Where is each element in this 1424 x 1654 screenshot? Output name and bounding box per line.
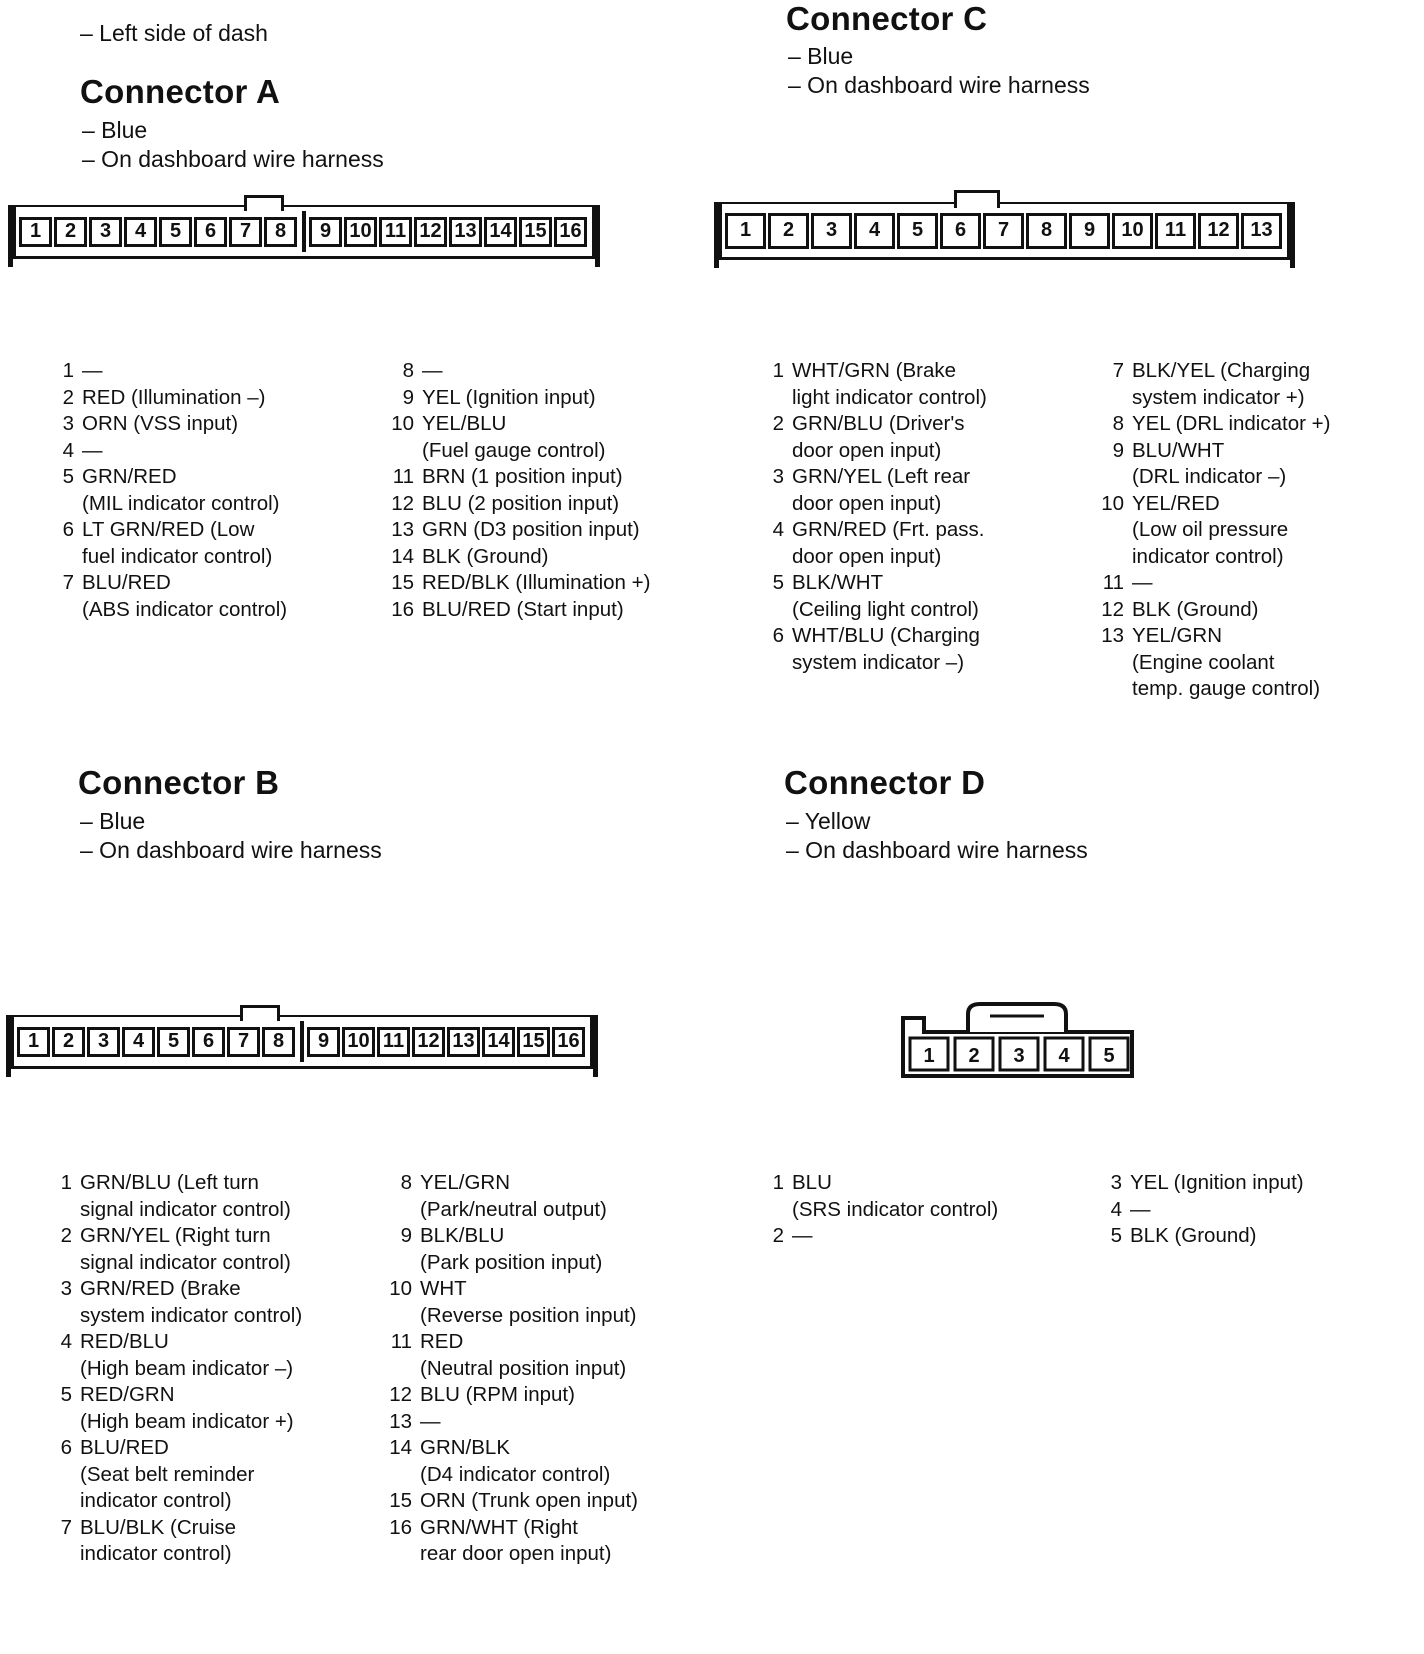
connector-c-notes	[788, 42, 1090, 100]
pin-description: YEL/BLU (Fuel gauge control)	[422, 412, 606, 462]
pin-number: 4	[1110, 1197, 1122, 1221]
connector-b-pin-9-entry	[384, 1223, 638, 1276]
connector-a-diagram	[8, 205, 600, 267]
pin-number: 2	[62, 385, 74, 409]
connector-b-title: Connector B	[78, 764, 280, 801]
connector-a-pin-2-entry	[46, 385, 287, 412]
pin-number: 10	[389, 1277, 412, 1300]
pin-description: BRN (1 position input)	[422, 465, 623, 488]
pin-number: 3	[772, 465, 784, 488]
connector-d-location: – On dashboard wire harness	[786, 837, 1088, 863]
connector-b-divider	[300, 1021, 304, 1062]
pin-description: BLK (Ground)	[422, 544, 549, 568]
pin-description: YEL/GRN (Engine coolant temp. gauge control)	[1132, 624, 1321, 700]
connector-d-color: – Yellow	[786, 808, 871, 834]
connector-a-pin-12-entry	[386, 491, 650, 518]
location-note: – Left side of dash	[80, 20, 268, 46]
connector-c-lock-tab	[954, 190, 1000, 208]
connector-a-title: Connector A	[80, 73, 281, 110]
connector-d-latch	[968, 1004, 1066, 1032]
pin-description: GRN/RED (Brake system indicator control)	[80, 1277, 303, 1327]
pin-description: LT GRN/RED (Low fuel indicator control)	[82, 518, 273, 568]
pin-number: 5	[60, 1383, 72, 1406]
pin-number: 6	[60, 1436, 72, 1459]
connector-b-pin-16: 16	[552, 1027, 585, 1057]
connector-c-pin-12: 12	[1198, 213, 1239, 249]
connector-c-location: – On dashboard wire harness	[788, 72, 1090, 98]
pin-number: 15	[389, 1489, 412, 1512]
connector-a-pin-2: 2	[54, 217, 87, 247]
pin-number: 15	[391, 571, 414, 594]
connector-a-lock-tab	[244, 195, 284, 211]
connector-b-housing	[11, 1015, 593, 1069]
connector-c-pin-5-entry	[756, 570, 987, 623]
connector-d-diagram	[900, 1000, 1136, 1080]
connector-c-pinlist-left	[756, 358, 987, 676]
pin-description: BLU/RED (Seat belt reminder indicator control)	[80, 1436, 255, 1512]
connector-b-pin-15-entry	[384, 1488, 638, 1515]
pin-description: GRN/RED (Frt. pass. door open input)	[792, 518, 985, 568]
pin-description: YEL/RED (Low oil pressure indicator control)	[1132, 491, 1289, 568]
connector-a-notes	[82, 116, 384, 174]
connector-a-housing	[13, 205, 595, 259]
connector-c-pin-9: 9	[1069, 213, 1110, 249]
connector-b-lock-tab	[240, 1005, 280, 1021]
pin-description: WHT/GRN (Brake light indicator control)	[792, 359, 987, 409]
connector-c-pin-9-entry	[1096, 438, 1330, 491]
connector-d-pinlist-right	[1094, 1170, 1304, 1250]
connector-b-pin-2: 2	[52, 1027, 85, 1057]
pin-number: 9	[400, 1224, 412, 1247]
pin-description: WHT/BLU (Charging system indicator –)	[792, 624, 980, 674]
connector-b-pin-13: 13	[447, 1027, 480, 1057]
pin-number: 1	[772, 359, 784, 382]
connector-b-pin-1-entry	[44, 1170, 302, 1223]
pin-description: BLU/RED (ABS indicator control)	[82, 571, 288, 621]
pin-description: —	[1130, 1197, 1151, 1221]
connector-c-endcap-right	[1290, 202, 1295, 268]
pin-number: 8	[400, 1171, 412, 1194]
connector-b-pin-5: 5	[157, 1027, 190, 1057]
connector-a-pin-3: 3	[89, 217, 122, 247]
connector-a-pin-14: 14	[484, 217, 517, 247]
pin-number: 12	[1101, 597, 1124, 621]
connector-d-pin-5: 5	[1103, 1045, 1115, 1067]
connector-a-pin-8: 8	[264, 217, 297, 247]
pin-number: 13	[389, 1409, 412, 1433]
connector-c-pin-2: 2	[768, 213, 809, 249]
connector-b-pin-7: 7	[227, 1027, 260, 1057]
pin-description: GRN/WHT (Right rear door open input)	[420, 1515, 612, 1565]
pin-description: YEL/GRN (Park/neutral output)	[420, 1171, 607, 1221]
connector-c-pin-10: 10	[1112, 213, 1153, 249]
connector-b-pin-11: 11	[377, 1027, 410, 1057]
connector-b-pin-12-entry	[384, 1382, 638, 1409]
pin-number: 14	[389, 1436, 412, 1459]
connector-b-pin-3: 3	[87, 1027, 120, 1057]
connector-b-pin-10: 10	[342, 1027, 375, 1057]
connector-c-pin-3: 3	[811, 213, 852, 249]
pin-description: RED (Illumination –)	[82, 385, 266, 409]
connector-c-pin-13-entry	[1096, 623, 1330, 703]
pin-description: WHT (Reverse position input)	[420, 1277, 637, 1327]
pin-description: BLU (2 position input)	[422, 491, 620, 515]
pin-number: 3	[1110, 1171, 1122, 1194]
connector-c-pin-1: 1	[725, 213, 766, 249]
connector-a-pinlist-right	[386, 358, 650, 623]
connector-a-pin-4: 4	[124, 217, 157, 247]
pin-number: 4	[772, 518, 784, 541]
pin-number: 10	[1101, 491, 1124, 515]
connector-c-title: Connector C	[786, 0, 988, 37]
pin-number: 2	[60, 1224, 72, 1247]
pin-number: 10	[391, 412, 414, 435]
pin-description: BLK/WHT (Ceiling light control)	[792, 571, 979, 621]
connector-a-pin-11: 11	[379, 217, 412, 247]
pin-number: 8	[402, 359, 414, 382]
pin-description: BLU/BLK (Cruise indicator control)	[80, 1515, 237, 1565]
connector-b-diagram	[6, 1015, 598, 1077]
connector-b-pin-4: 4	[122, 1027, 155, 1057]
connector-c-housing	[719, 202, 1290, 260]
connector-a-divider	[302, 211, 306, 252]
pin-description: YEL (Ignition input)	[422, 385, 596, 409]
connector-a-pin-10-entry	[386, 411, 650, 464]
connector-c-pin-8: 8	[1026, 213, 1067, 249]
connector-a-pin-12: 12	[414, 217, 447, 247]
pin-description: GRN/BLK (D4 indicator control)	[420, 1436, 611, 1486]
connector-b-pin-9: 9	[307, 1027, 340, 1057]
pin-number: 4	[60, 1330, 72, 1353]
connector-d-pin-1: 1	[923, 1045, 935, 1067]
connector-c-pin-7: 7	[983, 213, 1024, 249]
connector-b-location: – On dashboard wire harness	[80, 837, 382, 863]
connector-a-pin-15: 15	[519, 217, 552, 247]
pin-description: RED (Neutral position input)	[420, 1330, 627, 1380]
connector-a-pinlist-left	[46, 358, 287, 623]
pin-description: GRN/YEL (Right turn signal indicator control)	[80, 1224, 291, 1274]
pin-number: 4	[62, 438, 74, 462]
connector-a-color: – Blue	[82, 117, 148, 143]
connector-a-pin-1-entry	[46, 358, 287, 385]
pin-number: 6	[62, 518, 74, 541]
pin-description: GRN/BLU (Driver's door open input)	[792, 412, 965, 462]
pin-description: BLU (SRS indicator control)	[792, 1171, 999, 1221]
connector-d-notes	[786, 807, 1088, 865]
connector-c-pinlist-right	[1096, 358, 1330, 703]
pin-description: ORN (VSS input)	[82, 412, 239, 435]
connector-a-pin-14-entry	[386, 544, 650, 571]
pin-description: BLU/RED (Start input)	[422, 597, 624, 621]
connector-a-pin-15-entry	[386, 570, 650, 597]
pin-description: YEL (DRL indicator +)	[1132, 412, 1331, 435]
connector-d-pins	[910, 1038, 1128, 1070]
connector-c-diagram	[714, 202, 1295, 268]
pin-description: BLK/YEL (Charging system indicator +)	[1132, 359, 1311, 409]
pin-description: —	[422, 359, 443, 382]
connector-a-location: – On dashboard wire harness	[82, 146, 384, 172]
pin-description: GRN (D3 position input)	[422, 518, 640, 541]
connector-c-pin-6-entry	[756, 623, 987, 676]
connector-d-pin-3: 3	[1013, 1045, 1025, 1067]
connector-a-pin-7-entry	[46, 570, 287, 623]
pin-number: 13	[391, 518, 414, 541]
connector-c-pin-8-entry	[1096, 411, 1330, 438]
connector-b-endcap-right	[593, 1015, 598, 1077]
connector-b-pin-8: 8	[262, 1027, 295, 1057]
connector-b-pin-2-entry	[44, 1223, 302, 1276]
connector-b-pin-4-entry	[44, 1329, 302, 1382]
pin-number: 1	[62, 359, 74, 382]
pin-number: 7	[1112, 359, 1124, 382]
pin-number: 1	[60, 1171, 72, 1194]
connector-b-pin-12: 12	[412, 1027, 445, 1057]
pin-number: 5	[1110, 1224, 1122, 1247]
connector-a-pin-8-entry	[386, 358, 650, 385]
connector-b-pin-13-entry	[384, 1409, 638, 1436]
connector-b-pin-16-entry	[384, 1515, 638, 1568]
connector-a-pin-5: 5	[159, 217, 192, 247]
connector-b-pin-6: 6	[192, 1027, 225, 1057]
connector-c-pin-7-entry	[1096, 358, 1330, 411]
pin-number: 2	[772, 1224, 784, 1247]
connector-c-pin-11: 11	[1155, 213, 1196, 249]
connector-b-color: – Blue	[80, 808, 146, 834]
connector-d-pin-3-entry	[1094, 1170, 1304, 1197]
connector-b-pin-14-entry	[384, 1435, 638, 1488]
pin-description: GRN/YEL (Left rear door open input)	[792, 465, 971, 515]
pin-number: 8	[1112, 412, 1124, 435]
pin-description: BLU (RPM input)	[420, 1383, 575, 1406]
pin-number: 9	[402, 385, 414, 409]
connector-a-pin-13-entry	[386, 517, 650, 544]
connector-a-pin-5-entry	[46, 464, 287, 517]
connector-d-pin-2: 2	[968, 1045, 980, 1067]
connector-b-notes	[80, 807, 382, 865]
pin-description: BLK/BLU (Park position input)	[420, 1224, 603, 1274]
pin-number: 3	[60, 1277, 72, 1300]
connector-c-pin-4-entry	[756, 517, 987, 570]
connector-c-pin-3-entry	[756, 464, 987, 517]
pin-number: 16	[389, 1515, 412, 1539]
pin-number: 11	[390, 1330, 412, 1353]
pin-number: 5	[772, 571, 784, 594]
pin-description: —	[82, 438, 103, 462]
connector-c-pin-2-entry	[756, 411, 987, 464]
pin-description: —	[1132, 571, 1153, 594]
pin-description: RED/GRN (High beam indicator +)	[80, 1383, 294, 1433]
connector-a-pin-10: 10	[344, 217, 377, 247]
pin-number: 7	[62, 571, 74, 594]
pin-number: 7	[60, 1515, 72, 1539]
pin-number: 14	[391, 544, 414, 568]
connector-b-pin-7-entry	[44, 1515, 302, 1568]
pin-number: 2	[772, 412, 784, 435]
pin-description: ORN (Trunk open input)	[420, 1489, 638, 1512]
connector-b-pin-10-entry	[384, 1276, 638, 1329]
pin-description: BLK (Ground)	[1132, 597, 1259, 621]
connector-a-pin-4-entry	[46, 438, 287, 465]
pin-number: 13	[1101, 624, 1124, 647]
connector-c-pin-6: 6	[940, 213, 981, 249]
pin-description: —	[792, 1224, 813, 1247]
pin-number: 12	[391, 491, 414, 515]
connector-c-pin-13: 13	[1241, 213, 1282, 249]
pin-description: BLK (Ground)	[1130, 1224, 1257, 1247]
connector-c-pin-4: 4	[854, 213, 895, 249]
connector-c-pin-1-entry	[756, 358, 987, 411]
pin-description: RED/BLK (Illumination +)	[422, 571, 651, 594]
connector-a-pin-7: 7	[229, 217, 262, 247]
connector-c-pin-5: 5	[897, 213, 938, 249]
pin-description: —	[82, 359, 103, 382]
connector-a-pin-16-entry	[386, 597, 650, 624]
connector-a-pin-11-entry	[386, 464, 650, 491]
pin-description: GRN/BLU (Left turn signal indicator control)	[80, 1171, 291, 1221]
connector-d-pin-4-entry	[1094, 1197, 1304, 1224]
connector-c-pin-11-entry	[1096, 570, 1330, 597]
connector-c-pin-10-entry	[1096, 491, 1330, 571]
connector-a-pin-9-entry	[386, 385, 650, 412]
connector-b-pin-8-entry	[384, 1170, 638, 1223]
pin-number: 11	[392, 465, 414, 488]
pin-number: 11	[1102, 571, 1124, 594]
connector-a-pin-1: 1	[19, 217, 52, 247]
pin-number: 9	[1112, 438, 1124, 462]
pin-number: 3	[62, 412, 74, 435]
connector-c-pin-12-entry	[1096, 597, 1330, 624]
pin-number: 5	[62, 465, 74, 488]
pin-number: 16	[391, 597, 414, 621]
connector-b-pin-1: 1	[17, 1027, 50, 1057]
connector-b-pinlist-left	[44, 1170, 302, 1568]
connector-b-pin-11-entry	[384, 1329, 638, 1382]
connector-c-color: – Blue	[788, 43, 854, 69]
connector-d-pin-2-entry	[756, 1223, 998, 1250]
connector-a-pin-6-entry	[46, 517, 287, 570]
pin-description: RED/BLU (High beam indicator –)	[80, 1330, 294, 1380]
connector-d-pin-4: 4	[1058, 1045, 1070, 1067]
connector-d-pinlist-left	[756, 1170, 998, 1250]
connector-b-pinlist-right	[384, 1170, 638, 1568]
connector-b-pin-6-entry	[44, 1435, 302, 1515]
connector-b-pin-5-entry	[44, 1382, 302, 1435]
pin-description: BLU/WHT (DRL indicator –)	[1132, 438, 1287, 488]
connector-a-pin-16: 16	[554, 217, 587, 247]
connector-d-title: Connector D	[784, 764, 986, 801]
connector-b-pin-15: 15	[517, 1027, 550, 1057]
connector-b-pin-3-entry	[44, 1276, 302, 1329]
connector-d-pin-1-entry	[756, 1170, 998, 1223]
connector-d-pin-5-entry	[1094, 1223, 1304, 1250]
pin-description: —	[420, 1409, 441, 1433]
pin-description: GRN/RED (MIL indicator control)	[82, 465, 280, 515]
connector-a-pin-9: 9	[309, 217, 342, 247]
pin-number: 6	[772, 624, 784, 647]
connector-a-endcap-right	[595, 205, 600, 267]
connector-a-pin-6: 6	[194, 217, 227, 247]
connector-a-pin-13: 13	[449, 217, 482, 247]
connector-b-pin-14: 14	[482, 1027, 515, 1057]
pin-number: 12	[389, 1383, 412, 1406]
pin-description: YEL (Ignition input)	[1130, 1171, 1304, 1194]
pin-number: 1	[772, 1171, 784, 1194]
connector-a-pin-3-entry	[46, 411, 287, 438]
